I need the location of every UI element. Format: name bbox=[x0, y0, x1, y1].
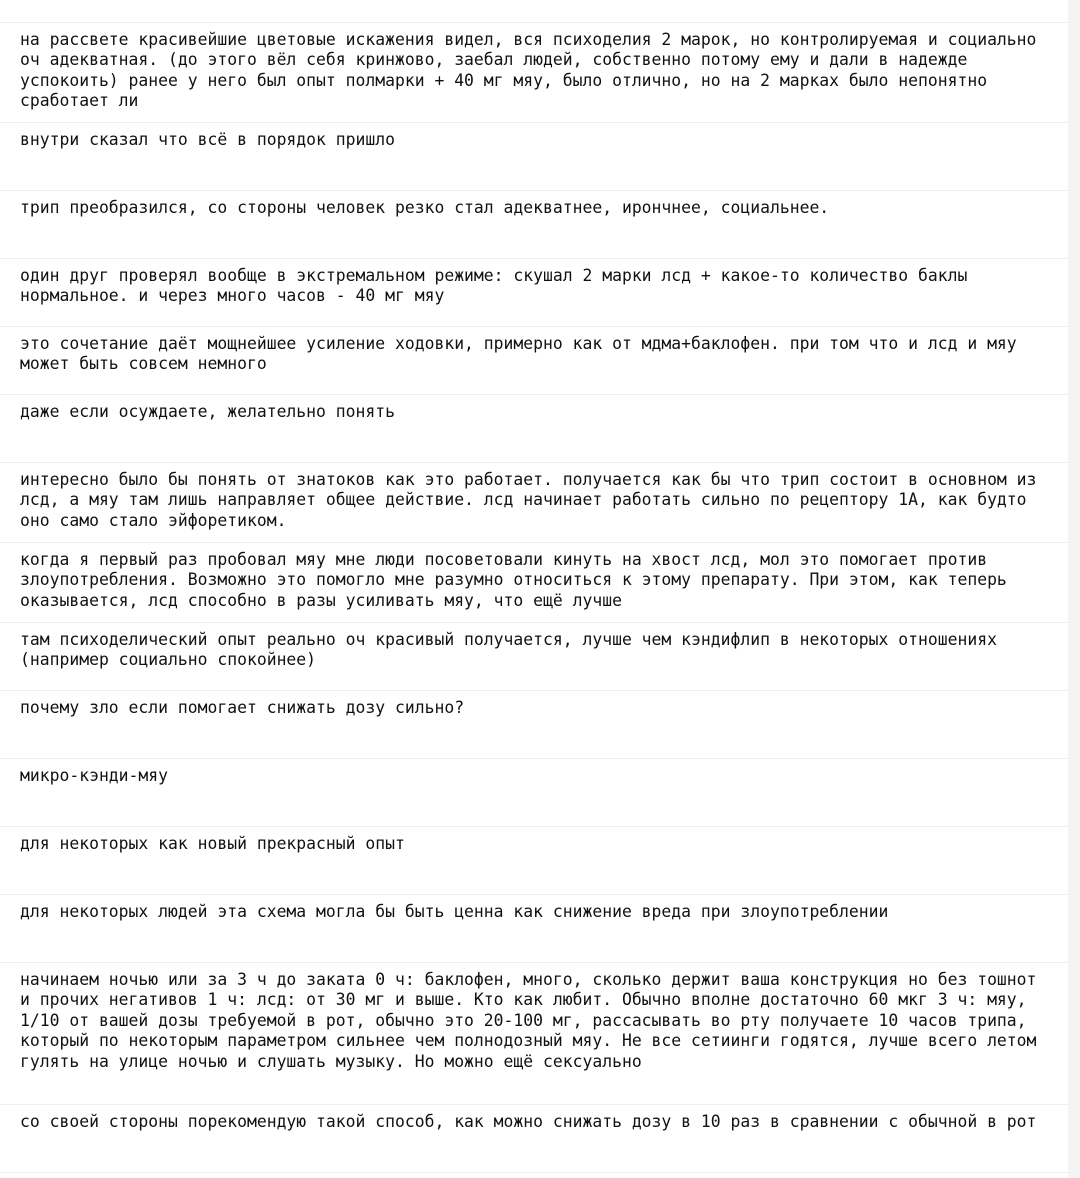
entry-text: для некоторых людей эта схема могла бы быть ценна как снижение вреда при злоупотреблении bbox=[20, 902, 889, 921]
scrollbar-track[interactable] bbox=[1068, 0, 1080, 1178]
entry-text: внутри сказал что всё в порядок пришло bbox=[20, 130, 395, 149]
entry-text: начинаем ночью или за 3 ч до заката 0 ч: баклофен, много, сколько держит ваша конструкция но без тошнот и прочих негативов 1 ч: лсд: от 30 мг и выше. Кто как любит. Обычно вполне достаточно 60 мкг 3 ч: мяу, 1/10 от вашей дозы требуемой в рот, обычно это 20-100 мг, рассасывать во рту получаете 10 часов трипа, который по некоторым параметром сильнее чем полнодозный мяу. Не все сетиинги годятся, лучше всего летом гулять на улице ночью и слушать музыку. Но можно ещё сексуально bbox=[20, 970, 1037, 1071]
entry-text: интересно было бы понять от знатоков как это работает. получается как бы что трип состоит в основном из лсд, а мяу там лишь направляет общее действие. лсд начинает работать сильно по рецептору 1A, как будто оно само стало эйфоретиком. bbox=[20, 470, 1037, 530]
list-item bbox=[0, 963, 1068, 1105]
list-item bbox=[0, 623, 1068, 691]
entry-text: это сочетание даёт мощнейшее усиление ходовки, примерно как от мдма+баклофен. при том что и лсд и мяу может быть совсем немного bbox=[20, 334, 1017, 374]
entry-text: на рассвете красивейшие цветовые искажения видел, вся психоделия 2 марок, но контролируемая и социально оч адекватная. (до этого вёл себя кринжово, заебал людей, собственно потому ему и дали в надежде успокоить) ранее у него был опыт полмарки + 40 мг мяу, было отлично, но на 2 марках было непонятно сработает ли bbox=[20, 30, 1037, 111]
entry-text: даже если осуждаете, желательно понять bbox=[20, 402, 395, 421]
list-item bbox=[0, 1105, 1068, 1173]
list-item bbox=[0, 463, 1068, 543]
entry-text: для некоторых как новый прекрасный опыт bbox=[20, 834, 405, 853]
entry-text: когда я первый раз пробовал мяу мне люди посоветовали кинуть на хвост лсд, мол это помогает против злоупотребления. Возможно это помогло мне разумно относиться к этому препарату. При этом, как теперь оказывается, лсд способно в разы усиливать мяу, что ещё лучше bbox=[20, 550, 1007, 610]
list-item bbox=[0, 691, 1068, 759]
entry-text: трип преобразился, со стороны человек резко стал адекватнее, ирончнее, социальнее. bbox=[20, 198, 830, 217]
list-item bbox=[0, 123, 1068, 191]
list-item bbox=[0, 543, 1068, 623]
entry-text: микро-кэнди-мяу bbox=[20, 766, 169, 785]
entry-text: там психоделический опыт реально оч красивый получается, лучше чем кэндифлип в некоторых отношениях (например социально спокойнее) bbox=[20, 630, 997, 670]
list-item bbox=[0, 895, 1068, 963]
list-item bbox=[0, 23, 1068, 123]
entry-text: почему зло если помогает снижать дозу сильно? bbox=[20, 698, 465, 717]
list-item bbox=[0, 395, 1068, 463]
list-item bbox=[0, 327, 1068, 395]
list-item bbox=[0, 759, 1068, 827]
list-item bbox=[0, 259, 1068, 327]
entry-text: один друг проверял вообще в экстремальном режиме: скушал 2 марки лсд + какое-то количество баклы нормальное. и через много часов - 40 мг мяу bbox=[20, 266, 968, 306]
entries-list bbox=[0, 23, 1068, 1173]
list-item bbox=[0, 827, 1068, 895]
entry-text: со своей стороны порекомендую такой способ, как можно снижать дозу в 10 раз в сравнении с обычной в рот bbox=[20, 1112, 1037, 1131]
list-item bbox=[0, 191, 1068, 259]
